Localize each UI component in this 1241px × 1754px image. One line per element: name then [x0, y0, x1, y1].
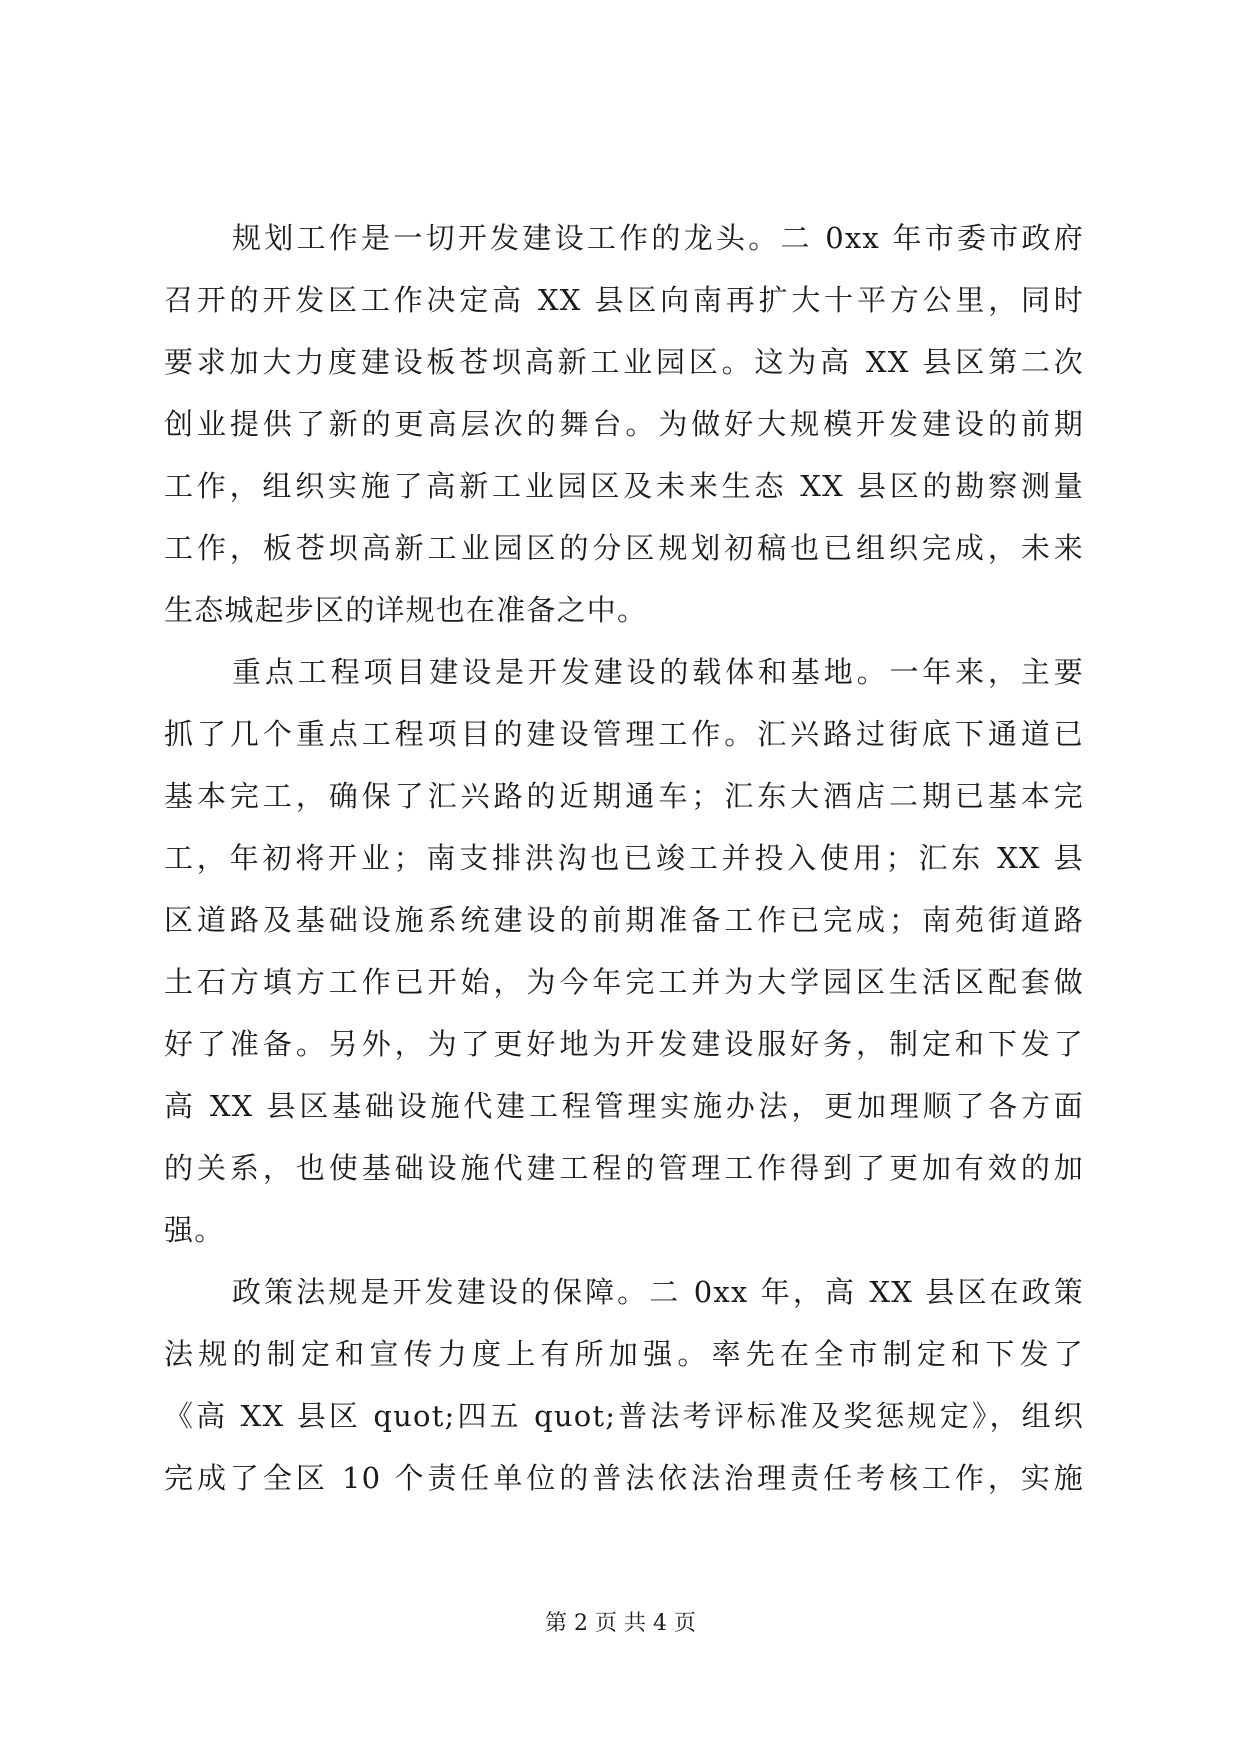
- text-line: 抓了几个重点工程项目的建设管理工作。汇兴路过街底下通道已: [164, 717, 1084, 751]
- text-line: 强。: [164, 1213, 225, 1247]
- text-line: 创业提供了新的更高层次的舞台。为做好大规模开发建设的前期: [164, 407, 1084, 441]
- text-line: 生态城起步区的详规也在准备之中。: [164, 593, 648, 627]
- text-line: 规划工作是一切开发建设工作的龙头。二 0xx 年市委市政府: [232, 221, 1084, 255]
- text-line: 高 XX 县区基础设施代建工程管理实施办法，更加理顺了各方面: [164, 1089, 1084, 1123]
- text-line: 区道路及基础设施系统建设的前期准备工作已完成；南苑街道路: [164, 903, 1084, 937]
- document-body: [164, 207, 1084, 1509]
- text-line: 法规的制定和宣传力度上有所加强。率先在全市制定和下发了: [164, 1337, 1084, 1371]
- text-line: 完成了全区 10 个责任单位的普法依法治理责任考核工作，实施: [164, 1461, 1084, 1495]
- text-line: 的关系，也使基础设施代建工程的管理工作得到了更加有效的加: [164, 1151, 1084, 1185]
- text-line: 工作，板苍坝高新工业园区的分区规划初稿也已组织完成，未来: [164, 531, 1084, 565]
- text-line: 工，年初将开业；南支排洪沟也已竣工并投入使用；汇东 XX 县: [164, 841, 1084, 875]
- text-line: 土石方填方工作已开始，为今年完工并为大学园区生活区配套做: [164, 965, 1084, 999]
- text-line: 工作，组织实施了高新工业园区及未来生态 XX 县区的勘察测量: [164, 469, 1084, 503]
- text-line: 《高 XX 县区 quot;四五 quot;普法考评标准及奖惩规定》，组织: [164, 1399, 1084, 1433]
- text-line: 政策法规是开发建设的保障。二 0xx 年，高 XX 县区在政策: [232, 1275, 1084, 1309]
- text-line: 召开的开发区工作决定高 XX 县区向南再扩大十平方公里，同时: [164, 283, 1084, 317]
- page-footer: 第 2 页 共 4 页: [545, 1611, 696, 1636]
- text-line: 要求加大力度建设板苍坝高新工业园区。这为高 XX 县区第二次: [164, 345, 1084, 379]
- text-line: 重点工程项目建设是开发建设的载体和基地。一年来，主要: [232, 655, 1084, 689]
- text-line: 好了准备。另外，为了更好地为开发建设服好务，制定和下发了: [164, 1027, 1084, 1061]
- text-line: 基本完工，确保了汇兴路的近期通车；汇东大酒店二期已基本完: [164, 779, 1084, 813]
